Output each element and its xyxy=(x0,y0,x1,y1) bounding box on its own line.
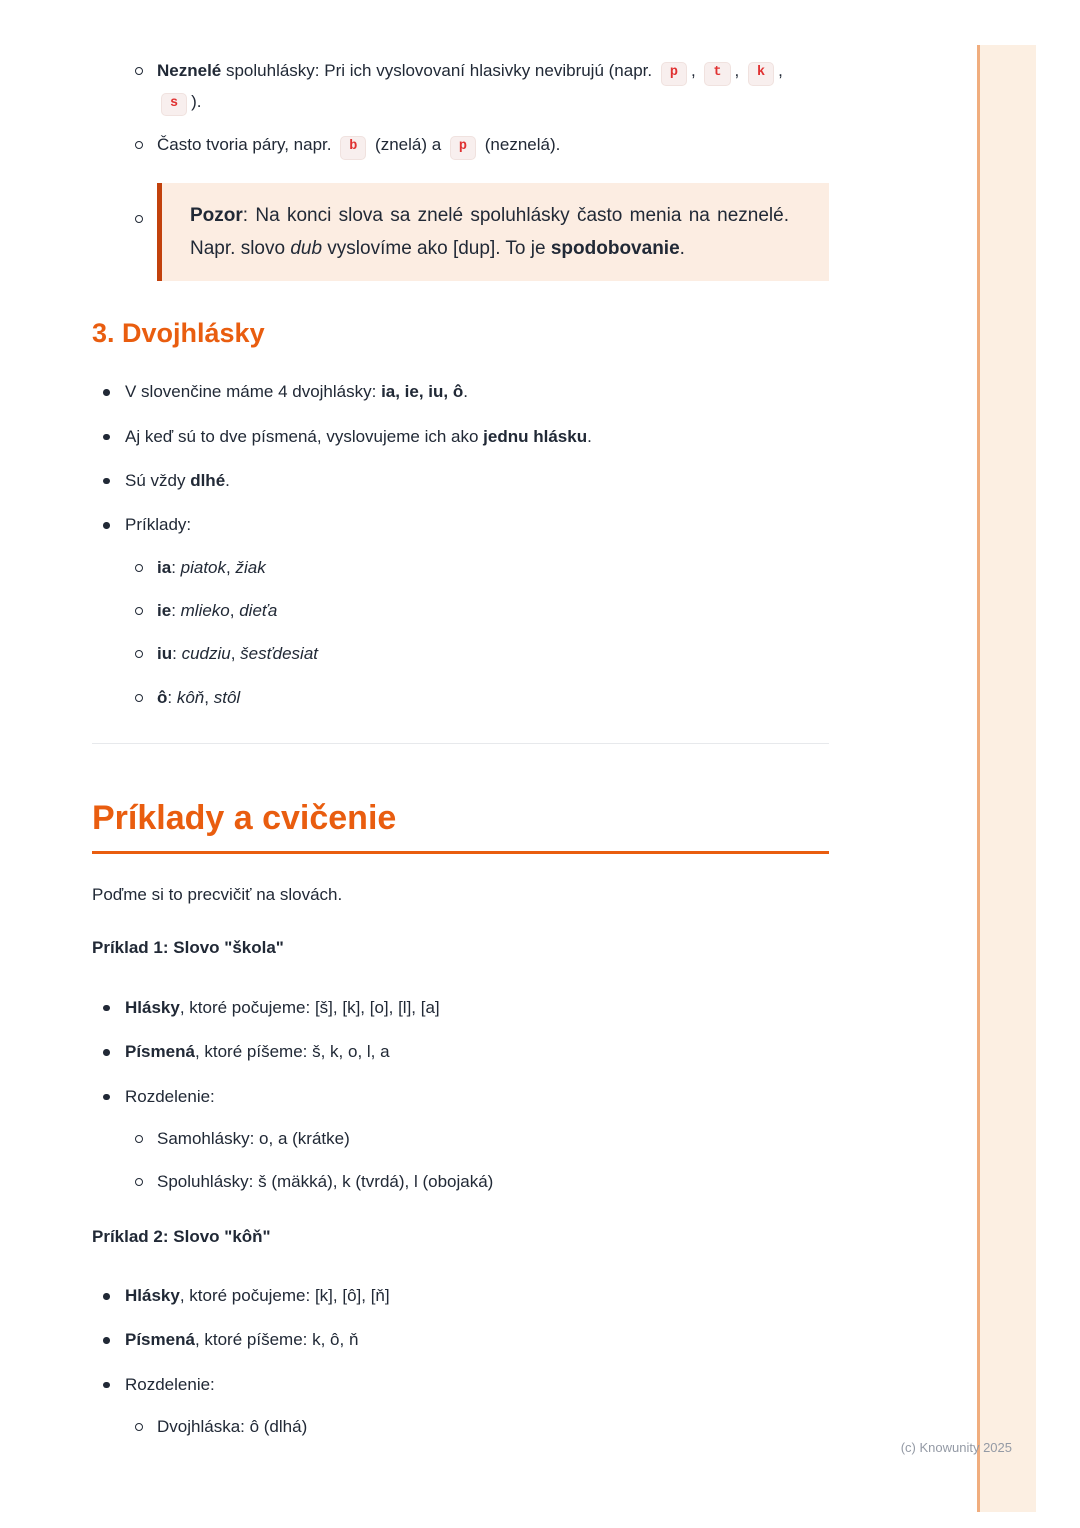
copyright-notice: (c) Knowunity 2025 xyxy=(900,1440,1012,1455)
list-item-text: ie: mlieko, dieťa xyxy=(157,600,278,620)
disc-bullet-icon xyxy=(103,1293,110,1300)
list-item-text: Dvojhláska: ô (dlhá) xyxy=(157,1417,308,1437)
list-item-text: Písmená, ktoré píšeme: š, k, o, l, a xyxy=(125,1042,390,1062)
list-item xyxy=(125,555,829,581)
list-item xyxy=(125,1126,829,1152)
example2-title: Príklad 2: Slovo "kôň" xyxy=(92,1226,271,1246)
dvojhlasky-list xyxy=(92,379,829,711)
document-content xyxy=(92,56,829,1458)
list-item-callout xyxy=(92,183,829,281)
page-heading: Príklady a cvičenie xyxy=(92,798,829,854)
list-item xyxy=(92,468,829,494)
disc-bullet-icon xyxy=(103,1382,110,1389)
consonant-notes-list xyxy=(92,56,829,281)
list-item-text: Rozdelenie: xyxy=(125,1374,215,1394)
example1-list xyxy=(92,995,829,1196)
pozor-callout xyxy=(157,183,829,281)
list-item-text: ia: piatok, žiak xyxy=(157,557,266,577)
list-item-text: Aj keď sú to dve písmená, vyslovujeme ich ako jednu hlásku. xyxy=(125,426,592,446)
circle-bullet-icon xyxy=(135,607,143,615)
list-item-text: Neznelé spoluhlásky: Pri ich vyslovovaní hlasivky nevibrujú (napr. p , t , k , s ). xyxy=(157,61,783,111)
callout-text: Pozor: Na konci slova sa znelé spoluhlásky často menia na neznelé. Napr. slovo dub vyslovíme ako [dup]. To je spodobovanie. xyxy=(190,204,789,259)
example1-title: Príklad 1: Slovo "škola" xyxy=(92,938,284,958)
list-item-text: Hlásky, ktoré počujeme: [k], [ô], [ň] xyxy=(125,1286,390,1306)
list-item xyxy=(125,1414,829,1440)
list-item-text: Sú vždy dlhé. xyxy=(125,470,230,490)
list-item-text: ô: kôň, stôl xyxy=(157,687,241,707)
circle-bullet-icon xyxy=(135,1135,143,1143)
rozdelenie-sublist xyxy=(125,1126,829,1196)
list-item xyxy=(125,1169,829,1195)
list-item xyxy=(92,130,829,161)
list-item-text: Písmená, ktoré píšeme: k, ô, ň xyxy=(125,1330,359,1350)
list-item-text: Často tvoria páry, napr. b (znelá) a p (neznelá). xyxy=(157,135,560,154)
list-item-text: Spoluhlásky: š (mäkká), k (tvrdá), l (obojaká) xyxy=(157,1172,494,1192)
disc-bullet-icon xyxy=(103,522,110,529)
intro-paragraph: Poďme si to precvičiť na slovách. xyxy=(92,884,343,904)
list-item-text: Príklady: xyxy=(125,515,192,535)
circle-bullet-icon xyxy=(135,564,143,572)
list-item-text: V slovenčine máme 4 dvojhlásky: ia, ie, iu, ô. xyxy=(125,382,468,402)
list-item-text: Rozdelenie: xyxy=(125,1086,215,1106)
section-heading-dvojhlasky: 3. Dvojhlásky xyxy=(92,317,265,348)
list-item xyxy=(92,379,829,405)
disc-bullet-icon xyxy=(103,1094,110,1101)
list-item xyxy=(125,685,829,711)
circle-bullet-icon xyxy=(135,650,143,658)
circle-bullet-icon xyxy=(135,67,143,75)
list-item xyxy=(92,512,829,711)
disc-bullet-icon xyxy=(103,389,110,396)
disc-bullet-icon xyxy=(103,1337,110,1344)
side-decoration-strip xyxy=(977,45,1036,1512)
list-item-text: Hlásky, ktoré počujeme: [š], [k], [o], [l], [a] xyxy=(125,997,440,1017)
disc-bullet-icon xyxy=(103,1049,110,1056)
list-item xyxy=(92,1327,829,1353)
list-item xyxy=(92,1039,829,1065)
list-item xyxy=(125,641,829,667)
list-item xyxy=(125,598,829,624)
list-item xyxy=(92,995,829,1021)
example2-list xyxy=(92,1283,829,1440)
section-divider xyxy=(92,743,829,744)
list-item xyxy=(92,56,829,117)
rozdelenie-sublist xyxy=(125,1414,829,1440)
circle-bullet-icon xyxy=(135,1423,143,1431)
circle-bullet-icon xyxy=(135,215,143,223)
list-item xyxy=(92,424,829,450)
list-item-text: Samohlásky: o, a (krátke) xyxy=(157,1128,350,1148)
list-item xyxy=(92,1084,829,1196)
disc-bullet-icon xyxy=(103,1005,110,1012)
disc-bullet-icon xyxy=(103,478,110,485)
circle-bullet-icon xyxy=(135,141,143,149)
circle-bullet-icon xyxy=(135,1178,143,1186)
list-item xyxy=(92,1372,829,1441)
priklady-sublist xyxy=(125,555,829,711)
disc-bullet-icon xyxy=(103,434,110,441)
list-item xyxy=(92,1283,829,1309)
circle-bullet-icon xyxy=(135,694,143,702)
list-item-text: iu: cudziu, šesťdesiat xyxy=(157,644,318,664)
